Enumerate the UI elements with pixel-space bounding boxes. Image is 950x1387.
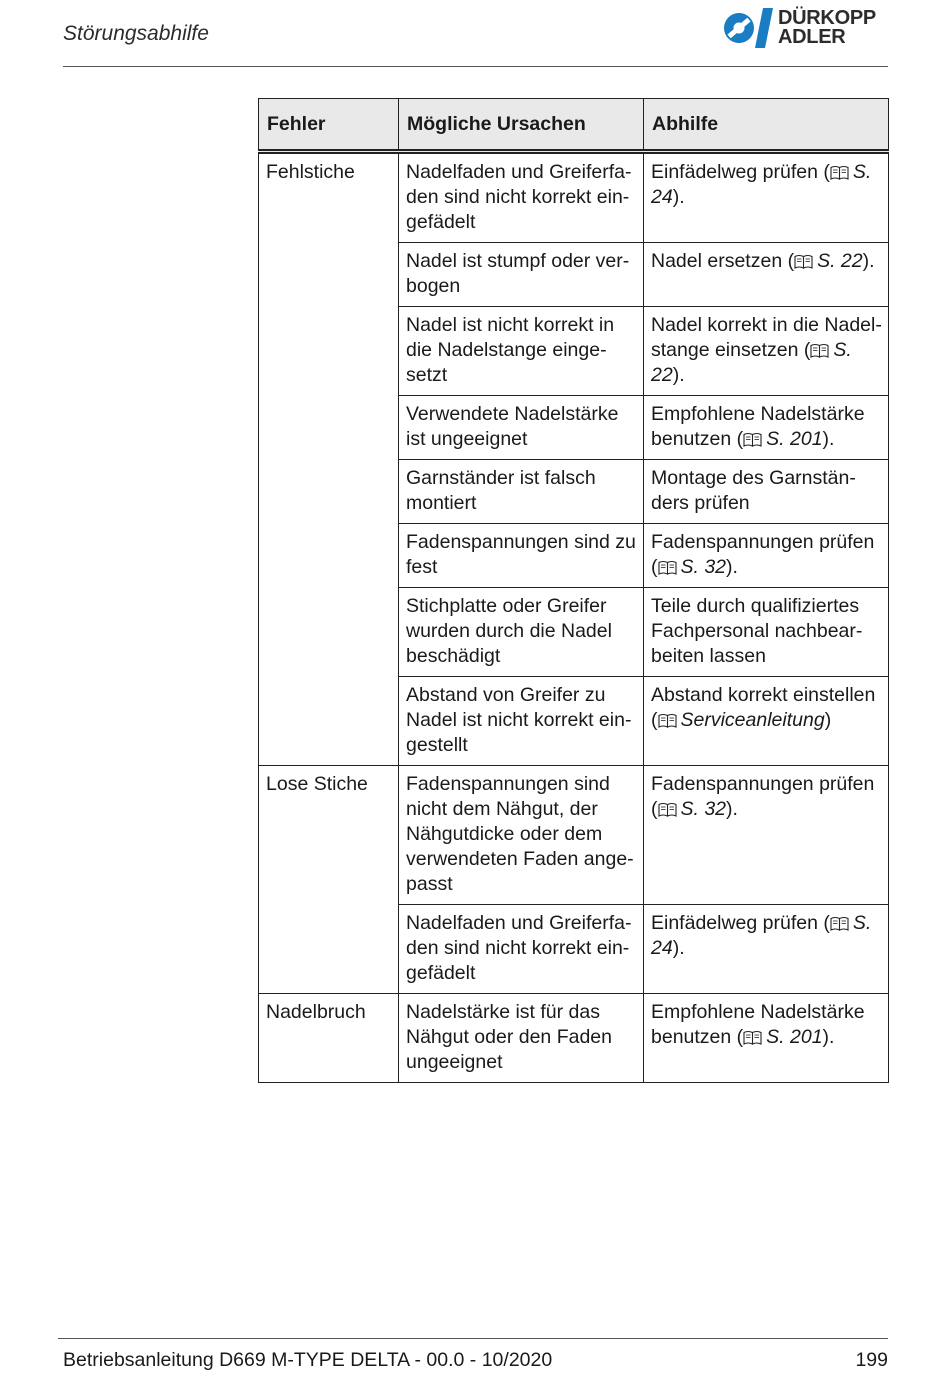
- cause-cell: Nadel ist nicht korrekt in die Nadelstange eingesetzt: [399, 307, 644, 396]
- header-divider: [63, 66, 888, 67]
- remedy-cell: [644, 994, 889, 1083]
- footer-document-title: Betriebsanleitung D669 M-TYPE DELTA - 00.0 - 10/2020: [63, 1349, 553, 1371]
- duerkopp-adler-logo-icon: [722, 8, 774, 48]
- brand-logo: [722, 6, 892, 52]
- manual-reference-icon: [658, 560, 677, 575]
- remedy-page-reference: S. 22: [651, 339, 852, 386]
- footer-divider: [58, 1338, 888, 1339]
- remedy-page-reference: S. 24: [651, 912, 872, 959]
- remedy-cell: [644, 524, 889, 588]
- cause-cell: Garnständer ist falsch montiert: [399, 460, 644, 524]
- cause-cell: Verwendete Nadelstärke ist ungeeignet: [399, 396, 644, 460]
- remedy-cell: [644, 152, 889, 243]
- remedy-page-reference: S. 32: [680, 556, 727, 578]
- remedy-text: Montage des Garnständers prüfen: [651, 467, 856, 514]
- remedy-text-suffix: ).: [862, 250, 875, 272]
- manual-reference-icon: [743, 432, 762, 447]
- remedy-text: Empfohlene Nadelstärke benutzen (: [651, 403, 865, 450]
- cause-cell: Fadenspannungen sind zu fest: [399, 524, 644, 588]
- cause-cell: Nadelfaden und Greiferfaden sind nicht korrekt eingefädelt: [399, 152, 644, 243]
- fault-cell: Lose Stiche: [259, 766, 399, 994]
- remedy-cell: [644, 588, 889, 677]
- table-row: [259, 766, 889, 905]
- cause-cell: Nadelfaden und Greiferfaden sind nicht korrekt eingefädelt: [399, 905, 644, 994]
- column-header-cause: Mögliche Ursachen: [399, 99, 644, 152]
- remedy-page-reference: Serviceanleitung: [680, 709, 825, 731]
- remedy-page-reference: S. 22: [817, 250, 863, 272]
- cause-cell: Nadel ist stumpf oder verbogen: [399, 243, 644, 307]
- remedy-text: Fadenspannungen prüfen (: [651, 773, 875, 820]
- remedy-text: Nadel korrekt in die Nadelstange einsetzen (: [651, 314, 882, 361]
- manual-reference-icon: [743, 1030, 762, 1045]
- column-header-remedy: Abhilfe: [644, 99, 889, 152]
- remedy-cell: [644, 677, 889, 766]
- table-row: [259, 994, 889, 1083]
- remedy-page-reference: S. 32: [680, 798, 727, 820]
- manual-reference-icon: [810, 343, 829, 358]
- remedy-text: Einfädelweg prüfen (: [651, 912, 830, 934]
- remedy-text: Einfädelweg prüfen (: [651, 161, 830, 183]
- fault-cell: Nadelbruch: [259, 994, 399, 1083]
- remedy-text-suffix: ).: [822, 428, 835, 450]
- remedy-page-reference: S. 201: [766, 428, 823, 450]
- remedy-cell: [644, 460, 889, 524]
- brand-line-1: DÜRKOPP: [778, 7, 876, 29]
- manual-reference-icon: [658, 713, 677, 728]
- remedy-text-suffix: ).: [672, 937, 685, 959]
- remedy-text-suffix: ): [824, 709, 832, 731]
- remedy-text-suffix: ).: [672, 186, 685, 208]
- remedy-cell: [644, 307, 889, 396]
- brand-wordmark: [778, 9, 876, 47]
- cause-cell: Stichplatte oder Greifer wurden durch die Nadel beschädigt: [399, 588, 644, 677]
- table-header-row: [259, 99, 889, 152]
- remedy-text-suffix: ).: [726, 798, 738, 820]
- manual-reference-icon: [658, 802, 677, 817]
- manual-reference-icon: [830, 165, 849, 180]
- remedy-cell: [644, 243, 889, 307]
- remedy-page-reference: S. 24: [651, 161, 872, 208]
- remedy-text: Nadel ersetzen (: [651, 250, 795, 272]
- page-number: 199: [855, 1349, 888, 1371]
- table-row: [259, 152, 889, 243]
- manual-reference-icon: [794, 254, 813, 269]
- remedy-text-suffix: ).: [822, 1026, 835, 1048]
- remedy-text: Empfohlene Nadelstärke benutzen (: [651, 1001, 865, 1048]
- remedy-text: Fadenspannungen prüfen (: [651, 531, 875, 578]
- remedy-cell: [644, 766, 889, 905]
- brand-line-2: ADLER: [778, 26, 846, 48]
- cause-cell: Abstand von Greifer zu Nadel ist nicht korrekt eingestellt: [399, 677, 644, 766]
- column-header-fault: Fehler: [259, 99, 399, 152]
- troubleshooting-table: [258, 98, 889, 1083]
- remedy-cell: [644, 905, 889, 994]
- remedy-cell: [644, 396, 889, 460]
- manual-reference-icon: [830, 916, 849, 931]
- remedy-page-reference: S. 201: [766, 1026, 823, 1048]
- fault-cell: Fehlstiche: [259, 152, 399, 766]
- remedy-text-suffix: ).: [672, 364, 685, 386]
- remedy-text-suffix: ).: [726, 556, 738, 578]
- remedy-text: Abstand korrekt einstellen (: [651, 684, 876, 731]
- page-section-title: Störungsabhilfe: [63, 22, 209, 45]
- remedy-text: Teile durch qualifiziertes Fachpersonal nachbearbeiten lassen: [651, 595, 863, 667]
- cause-cell: Nadelstärke ist für das Nähgut oder den Faden ungeeignet: [399, 994, 644, 1083]
- cause-cell: Fadenspannungen sind nicht dem Nähgut, der Nähgutdicke oder dem verwendeten Faden angepasst: [399, 766, 644, 905]
